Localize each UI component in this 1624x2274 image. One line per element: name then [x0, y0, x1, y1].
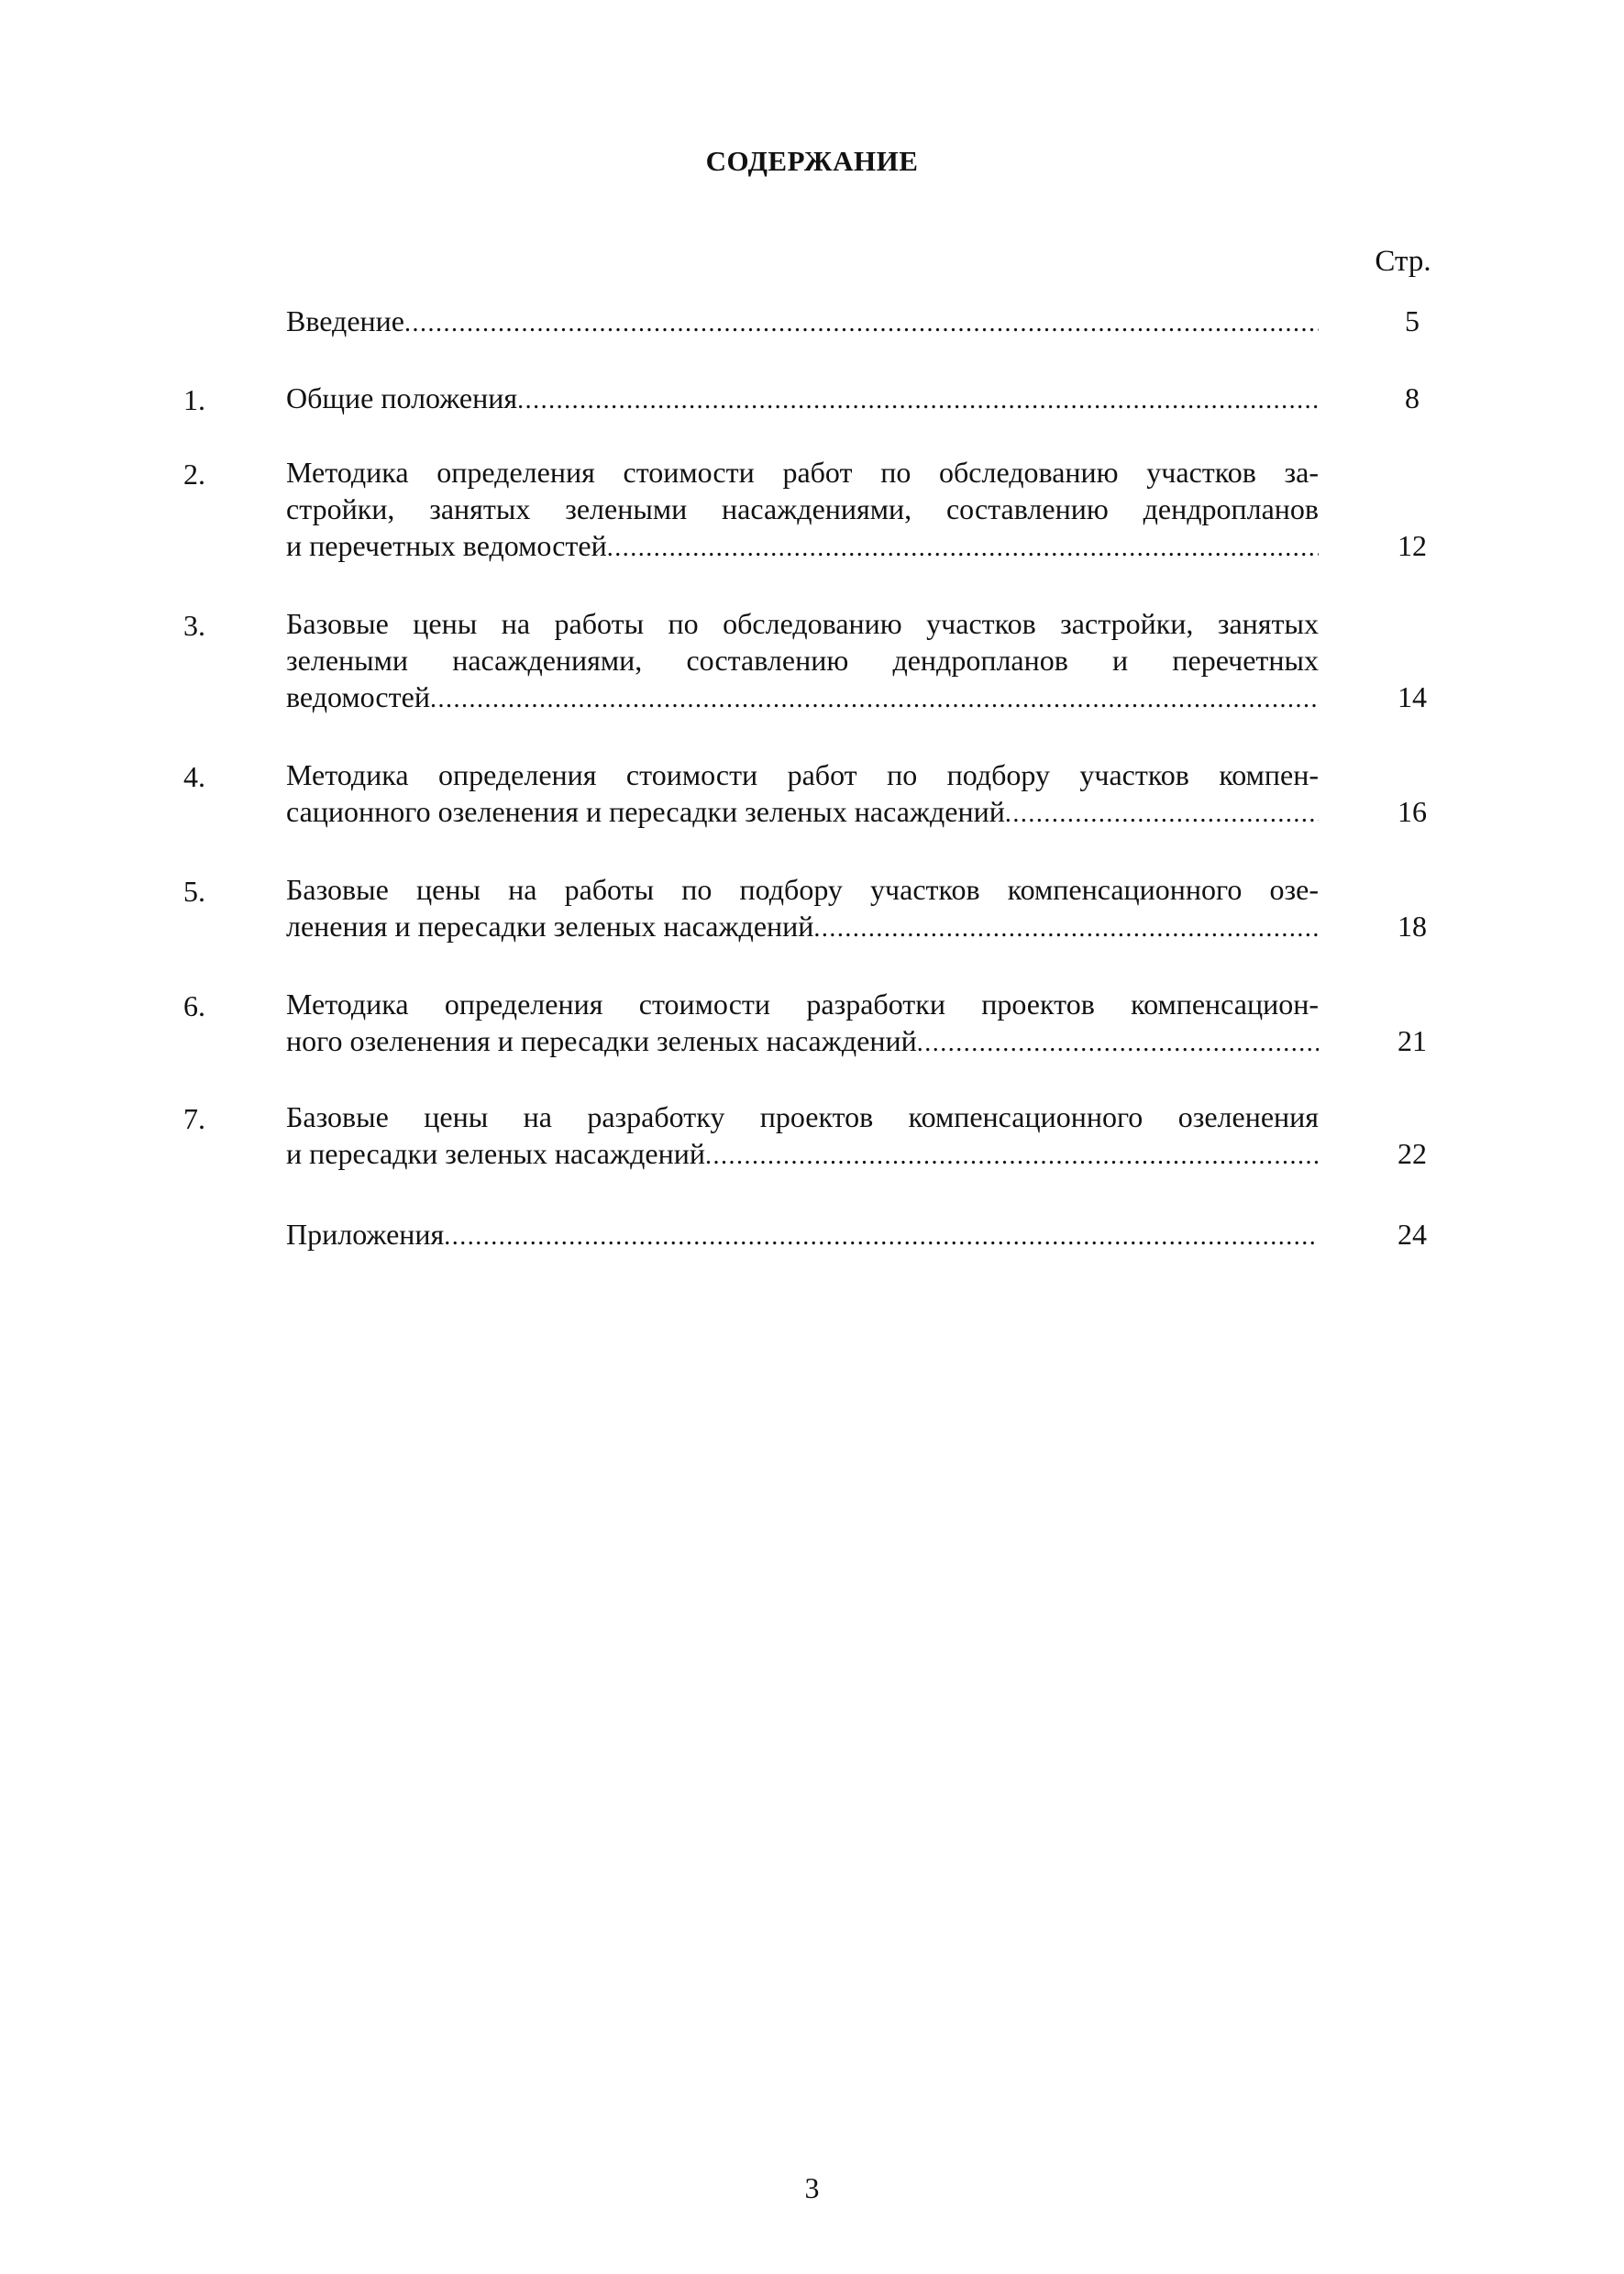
toc-entry-page: 12	[1398, 529, 1427, 562]
dot-leader	[430, 681, 1319, 718]
dot-leader	[705, 1138, 1319, 1175]
toc-entry-line-text: стройки, занятых зелеными насаждениями, составлению дендропланов	[286, 492, 1319, 525]
toc-entry-number: 1.	[183, 383, 205, 416]
toc-entry-line-text: Методика определения стоимости работ по обследованию участков за-	[286, 456, 1319, 489]
toc-entry-page: 16	[1398, 795, 1427, 828]
toc-entry-number: 5.	[183, 875, 205, 908]
toc-entry-line	[286, 380, 1319, 419]
toc-entry-line	[286, 1135, 1319, 1175]
toc-entry-line-text: ного озеленения и пересадки зеленых насаждений	[286, 1024, 917, 1057]
dot-leader	[813, 911, 1319, 947]
toc-entry-page: 8	[1405, 381, 1420, 414]
footer-page-number: 3	[804, 2171, 820, 2204]
toc-entry-line	[286, 679, 1319, 718]
toc-entry-line	[286, 527, 1319, 567]
toc-entry-line-text: Базовые цены на работы по обследованию участков застройки, занятых	[286, 607, 1319, 640]
toc-entry-line-text: и перечетных ведомостей	[286, 529, 607, 562]
toc-entry-text	[286, 1098, 1319, 1175]
toc-entry-line-text: Приложения	[286, 1218, 445, 1251]
toc-entry-line-text: Общие положения	[286, 381, 518, 414]
dot-leader	[404, 305, 1319, 342]
toc-entry-line-text: Методика определения стоимости работ по подбору участков компен-	[286, 758, 1319, 791]
toc-entry-text	[286, 605, 1319, 718]
dot-leader	[1005, 796, 1319, 833]
toc-entry-text	[286, 303, 1319, 342]
toc-entry-line	[286, 793, 1319, 833]
toc-entry-line	[286, 303, 1319, 342]
toc-entry-line-text: Методика определения стоимости разработки проектов компенсацион-	[286, 988, 1319, 1021]
toc-entry-number: 6.	[183, 989, 205, 1022]
toc-entry-line-text: сационного озеленения и пересадки зеленых насаждений	[286, 795, 1005, 828]
toc-entry-number: 7.	[183, 1102, 205, 1135]
toc-entry-line	[286, 908, 1319, 947]
toc-entry-number: 2.	[183, 458, 205, 491]
dot-leader	[607, 530, 1319, 567]
toc-entry-line-text: зелеными насаждениями, составлению дендропланов и перечетных	[286, 644, 1319, 677]
dot-leader	[444, 1219, 1319, 1255]
toc-entry-page: 14	[1398, 680, 1427, 713]
toc-entry-line	[286, 1216, 1319, 1255]
toc-entry-page: 21	[1398, 1024, 1427, 1057]
page-column-header: Стр.	[1375, 245, 1431, 278]
toc-entry-line-text: Введение	[286, 304, 404, 337]
toc-entry-page: 22	[1398, 1137, 1427, 1170]
toc-entry-line-text: Базовые цены на разработку проектов компенсационного озеленения	[286, 1100, 1319, 1133]
dot-leader	[917, 1025, 1319, 1062]
toc-entry-text	[286, 871, 1319, 947]
toc-entry-number: 3.	[183, 609, 205, 642]
toc-entry-text	[286, 454, 1319, 567]
toc-entry-line-text: и пересадки зеленых насаждений	[286, 1137, 705, 1170]
dot-leader	[517, 382, 1319, 419]
toc-entry-text	[286, 986, 1319, 1062]
toc-entry-page: 5	[1405, 304, 1420, 337]
toc-entry-text	[286, 380, 1319, 419]
toc-entry-line	[286, 1022, 1319, 1062]
toc-entry-line-text: ленения и пересадки зеленых насаждений	[286, 910, 814, 943]
toc-entry-text	[286, 756, 1319, 833]
toc-entry-text	[286, 1216, 1319, 1255]
toc-entry-line-text: ведомостей	[286, 680, 430, 713]
toc-entry-number: 4.	[183, 760, 205, 793]
toc-entry-page: 24	[1398, 1218, 1427, 1251]
toc-entry-page: 18	[1398, 910, 1427, 943]
page-title: СОДЕРЖАНИЕ	[705, 145, 919, 177]
toc-entry-line-text: Базовые цены на работы по подбору участков компенсационного озе-	[286, 873, 1319, 906]
